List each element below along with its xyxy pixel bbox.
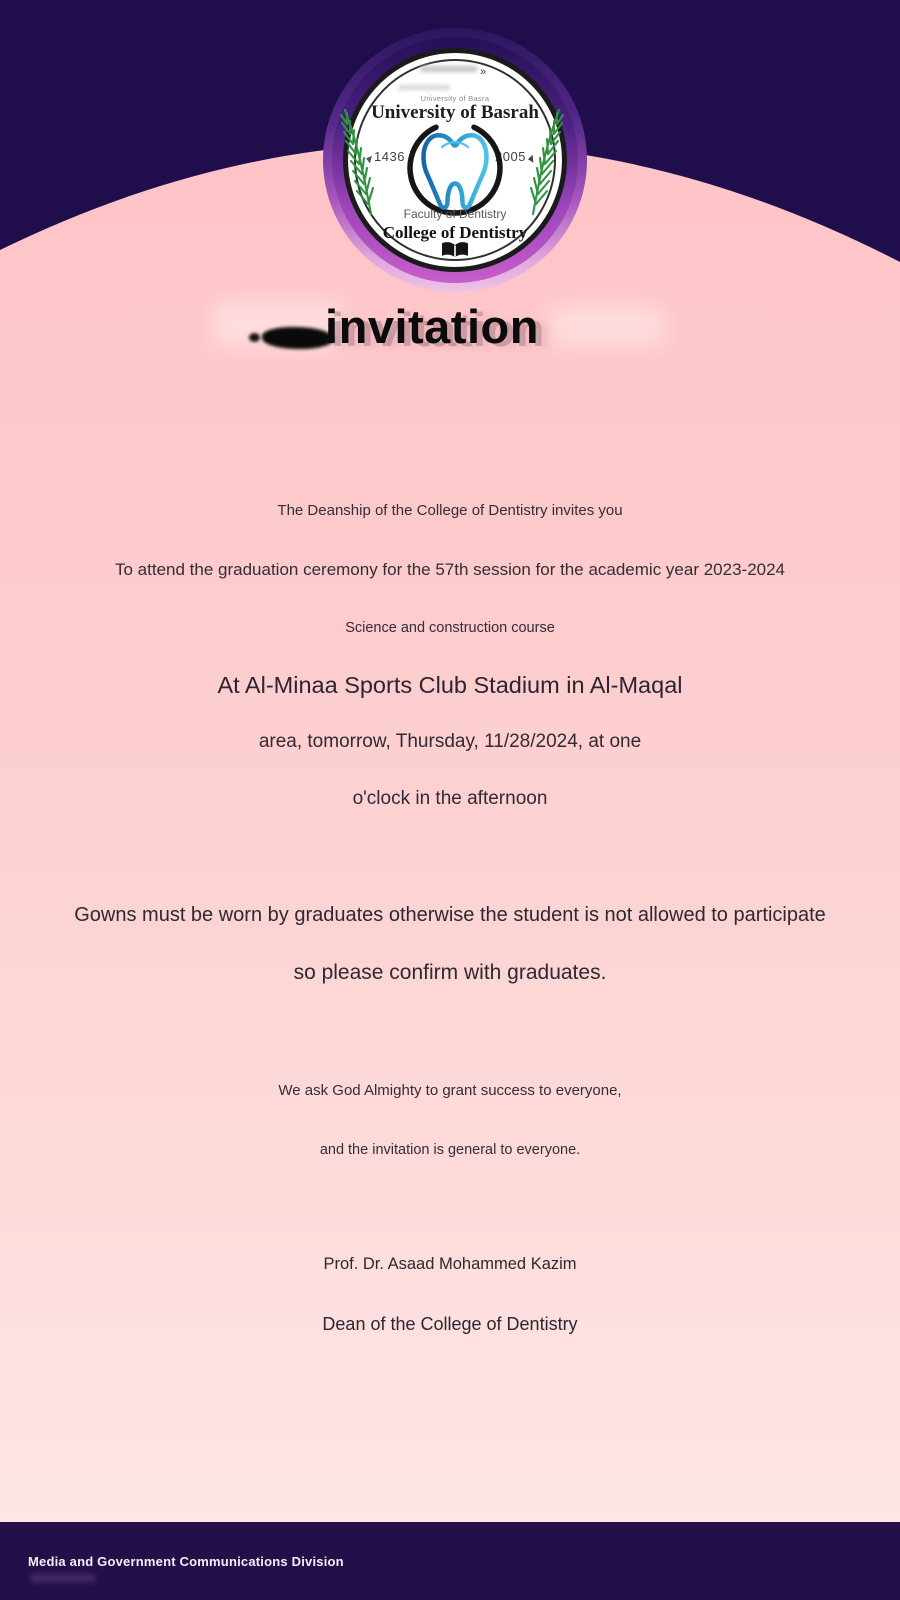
signature-name: Prof. Dr. Asaad Mohammed Kazim bbox=[323, 1255, 577, 1273]
line-confirm-graduates: so please confirm with graduates. bbox=[293, 961, 607, 984]
line-venue: At Al-Minaa Sports Club Stadium in Al-Maqal bbox=[217, 672, 683, 698]
erased-arabic-smudge bbox=[420, 66, 478, 72]
line-gowns-requirement: Gowns must be worn by graduates otherwise the student is not allowed to participate bbox=[74, 904, 826, 926]
seal-chevron-mark: » bbox=[480, 66, 487, 78]
open-book-icon bbox=[441, 241, 469, 259]
line-time-continued: o'clock in the afternoon bbox=[352, 788, 548, 809]
footer-division-label: Media and Government Communications Division bbox=[28, 1554, 344, 1569]
line-general-invitation: and the invitation is general to everyone. bbox=[319, 1142, 581, 1158]
seal-college-label: College of Dentistry bbox=[382, 223, 528, 242]
seal-university-small-label: University of Basra bbox=[420, 94, 490, 103]
line-attend-ceremony: To attend the graduation ceremony for the 57th session for the academic year 2023-2024 bbox=[114, 560, 786, 579]
seal-faculty-label: Faculty of Dentistry bbox=[403, 207, 507, 221]
line-deanship-invites: The Deanship of the College of Dentistry invites you bbox=[277, 502, 623, 519]
line-blessing: We ask God Almighty to grant success to everyone, bbox=[278, 1082, 622, 1099]
footer-bar bbox=[0, 1522, 900, 1600]
erased-arabic-smudge bbox=[398, 85, 450, 90]
signature-role: Dean of the College of Dentistry bbox=[322, 1314, 578, 1334]
seal-year-hijri: 1436 bbox=[374, 149, 405, 164]
footer-erased-smudge bbox=[30, 1574, 96, 1582]
seal-university-name: University of Basrah bbox=[371, 102, 539, 123]
invitation-title: invitation bbox=[325, 300, 539, 353]
seal-year-gregorian: 2005 bbox=[495, 149, 526, 164]
line-date-time: area, tomorrow, Thursday, 11/28/2024, at one bbox=[258, 731, 642, 752]
seal-tick-right-icon bbox=[528, 155, 534, 163]
line-course-name: Science and construction course bbox=[345, 620, 555, 636]
